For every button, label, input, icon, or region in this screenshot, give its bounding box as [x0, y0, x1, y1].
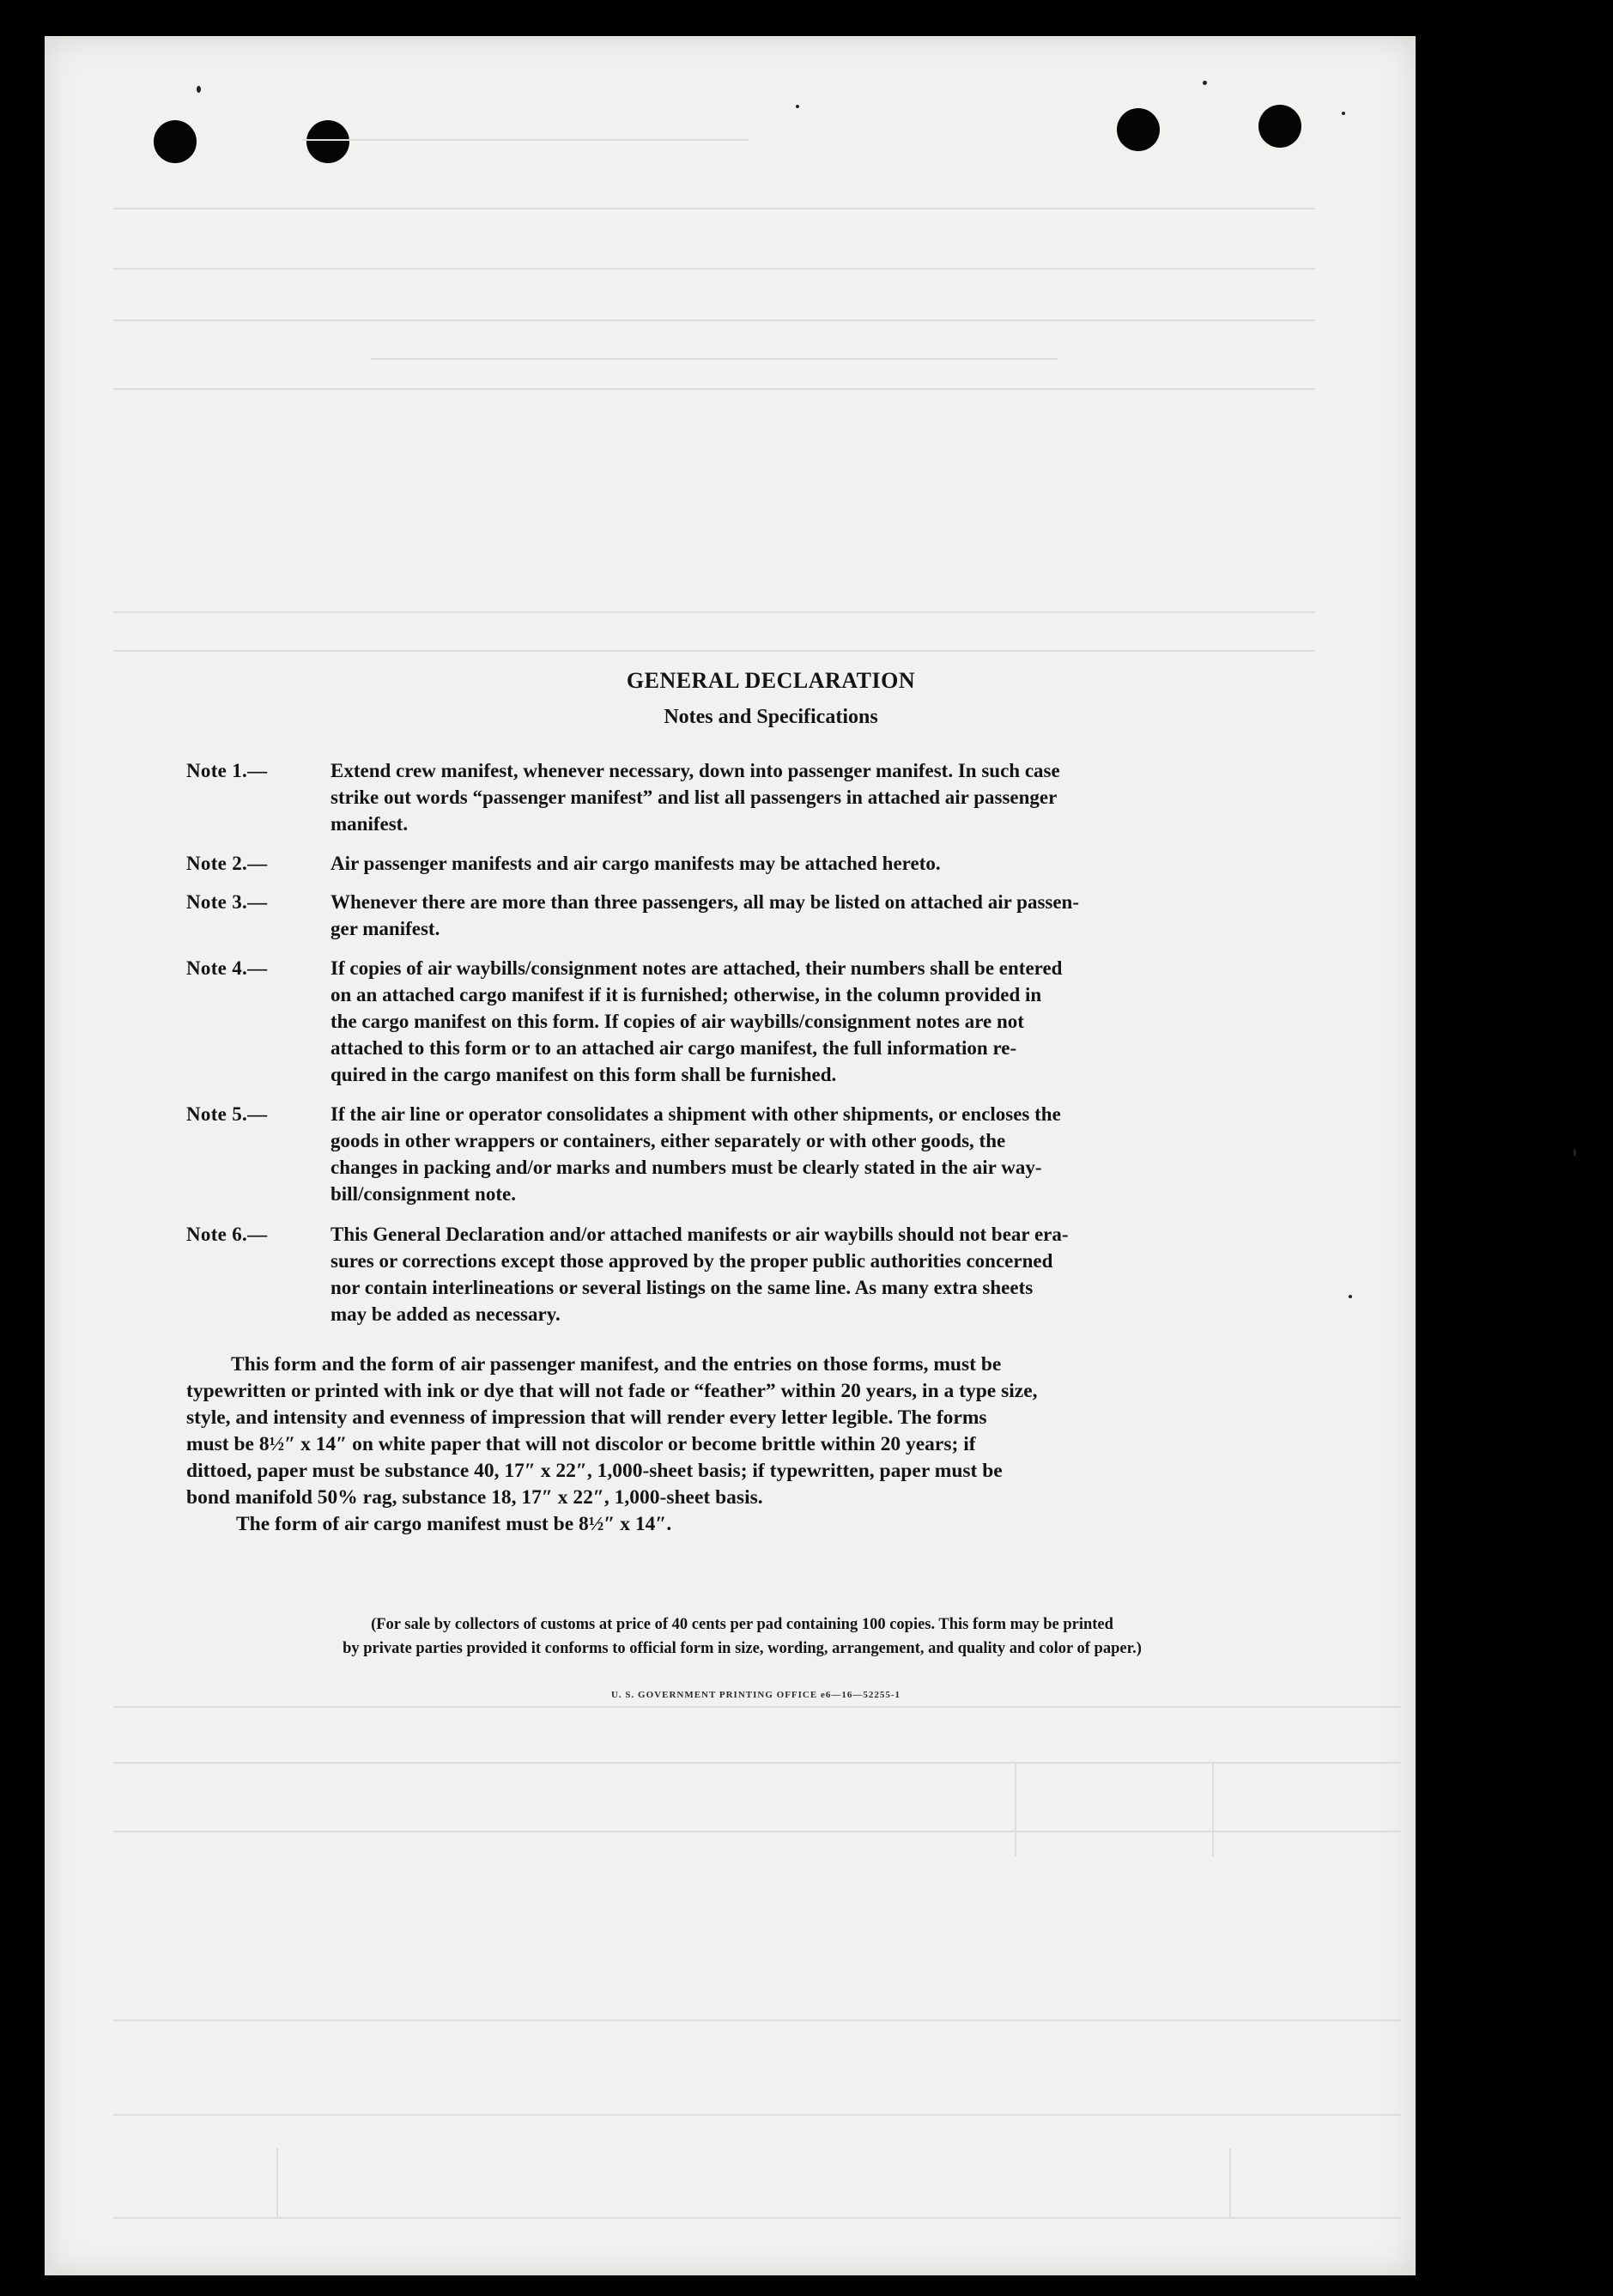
note-line: Air passenger manifests and air cargo manifests may be attached hereto.	[330, 853, 941, 874]
note-4	[186, 955, 1298, 1088]
declaration-notes	[45, 36, 1416, 2275]
note-line: changes in packing and/or marks and numbers must be clearly stated in the air way-	[330, 1157, 1042, 1178]
note-2	[186, 850, 1298, 877]
note-line: attached to this form or to an attached air cargo manifest, the full information re-	[330, 1037, 1017, 1059]
paragraph-line: style, and intensity and evenness of impression that will render every letter legible. The forms	[186, 1406, 987, 1429]
note-label: Note 3.—	[186, 891, 268, 913]
sale-notice-line: (For sale by collectors of customs at price of 40 cents per pad containing 100 copies. This form may be printed	[371, 1616, 1113, 1633]
note-line: sures or corrections except those approved by the proper public authorities concerned	[330, 1250, 1053, 1272]
note-label: Note 6.—	[186, 1224, 268, 1245]
note-line: quired in the cargo manifest on this form shall be furnished.	[330, 1064, 837, 1085]
page-subtitle: Notes and Specifications	[664, 706, 878, 728]
note-label: Note 4.—	[186, 957, 268, 979]
speck	[1574, 1149, 1576, 1157]
note-line: ger manifest.	[330, 918, 440, 939]
note-line: nor contain interlineations or several listings on the same line. As many extra sheets	[330, 1277, 1034, 1298]
paragraph-line: This form and the form of air passenger manifest, and the entries on those forms, must be	[231, 1353, 1002, 1376]
note-label: Note 2.—	[186, 853, 268, 874]
printer-imprint: U. S. GOVERNMENT PRINTING OFFICE e6—16—52255-1	[610, 1690, 900, 1700]
note-line: on an attached cargo manifest if it is furnished; otherwise, in the column provided in	[330, 984, 1042, 1005]
paragraph-line: bond manifold 50% rag, substance 18, 17″ x 22″, 1,000-sheet basis.	[186, 1486, 763, 1509]
note-line: may be added as necessary.	[330, 1303, 561, 1325]
note-line: If copies of air waybills/consignment notes are attached, their numbers shall be entered	[330, 957, 1063, 979]
note-1	[186, 757, 1298, 837]
note-3	[186, 889, 1298, 942]
note-line: Whenever there are more than three passengers, all may be listed on attached air passen-	[330, 891, 1080, 913]
note-line: manifest.	[330, 813, 409, 835]
paragraph-line: dittoed, paper must be substance 40, 17″ x 22″, 1,000-sheet basis; if typewritten, paper must be	[186, 1460, 1003, 1482]
note-line: strike out words “passenger manifest” and list all passengers in attached air passenger	[330, 787, 1058, 808]
note-6	[186, 1221, 1298, 1327]
note-line: This General Declaration and/or attached manifests or air waybills should not bear era-	[330, 1224, 1069, 1245]
note-line: Extend crew manifest, whenever necessary, down into passenger manifest. In such case	[330, 760, 1060, 781]
paragraph-line: must be 8½″ x 14″ on white paper that will not discolor or become brittle within 20 years; if	[186, 1433, 976, 1455]
specification-paragraph	[186, 1351, 1298, 1538]
note-line: bill/consignment note.	[330, 1183, 516, 1205]
note-label: Note 5.—	[186, 1103, 268, 1125]
sale-notice	[186, 1613, 1298, 1661]
note-5	[186, 1101, 1298, 1207]
note-label: Note 1.—	[186, 760, 268, 781]
cargo-size-line: The form of air cargo manifest must be 8½″ x 14″.	[236, 1513, 672, 1535]
note-line: If the air line or operator consolidates a shipment with other shipments, or encloses the	[330, 1103, 1061, 1125]
sale-notice-line: by private parties provided it conforms to official form in size, wording, arrangement, and quality and color of paper.)	[343, 1640, 1142, 1657]
paragraph-line: typewritten or printed with ink or dye that will not fade or “feather” within 20 years, in a type size,	[186, 1380, 1038, 1402]
page-title: GENERAL DECLARATION	[626, 668, 916, 693]
note-line: the cargo manifest on this form. If copies of air waybills/consignment notes are not	[330, 1011, 1024, 1032]
document-page	[45, 36, 1416, 2275]
note-line: goods in other wrappers or containers, either separately or with other goods, the	[330, 1130, 1006, 1151]
